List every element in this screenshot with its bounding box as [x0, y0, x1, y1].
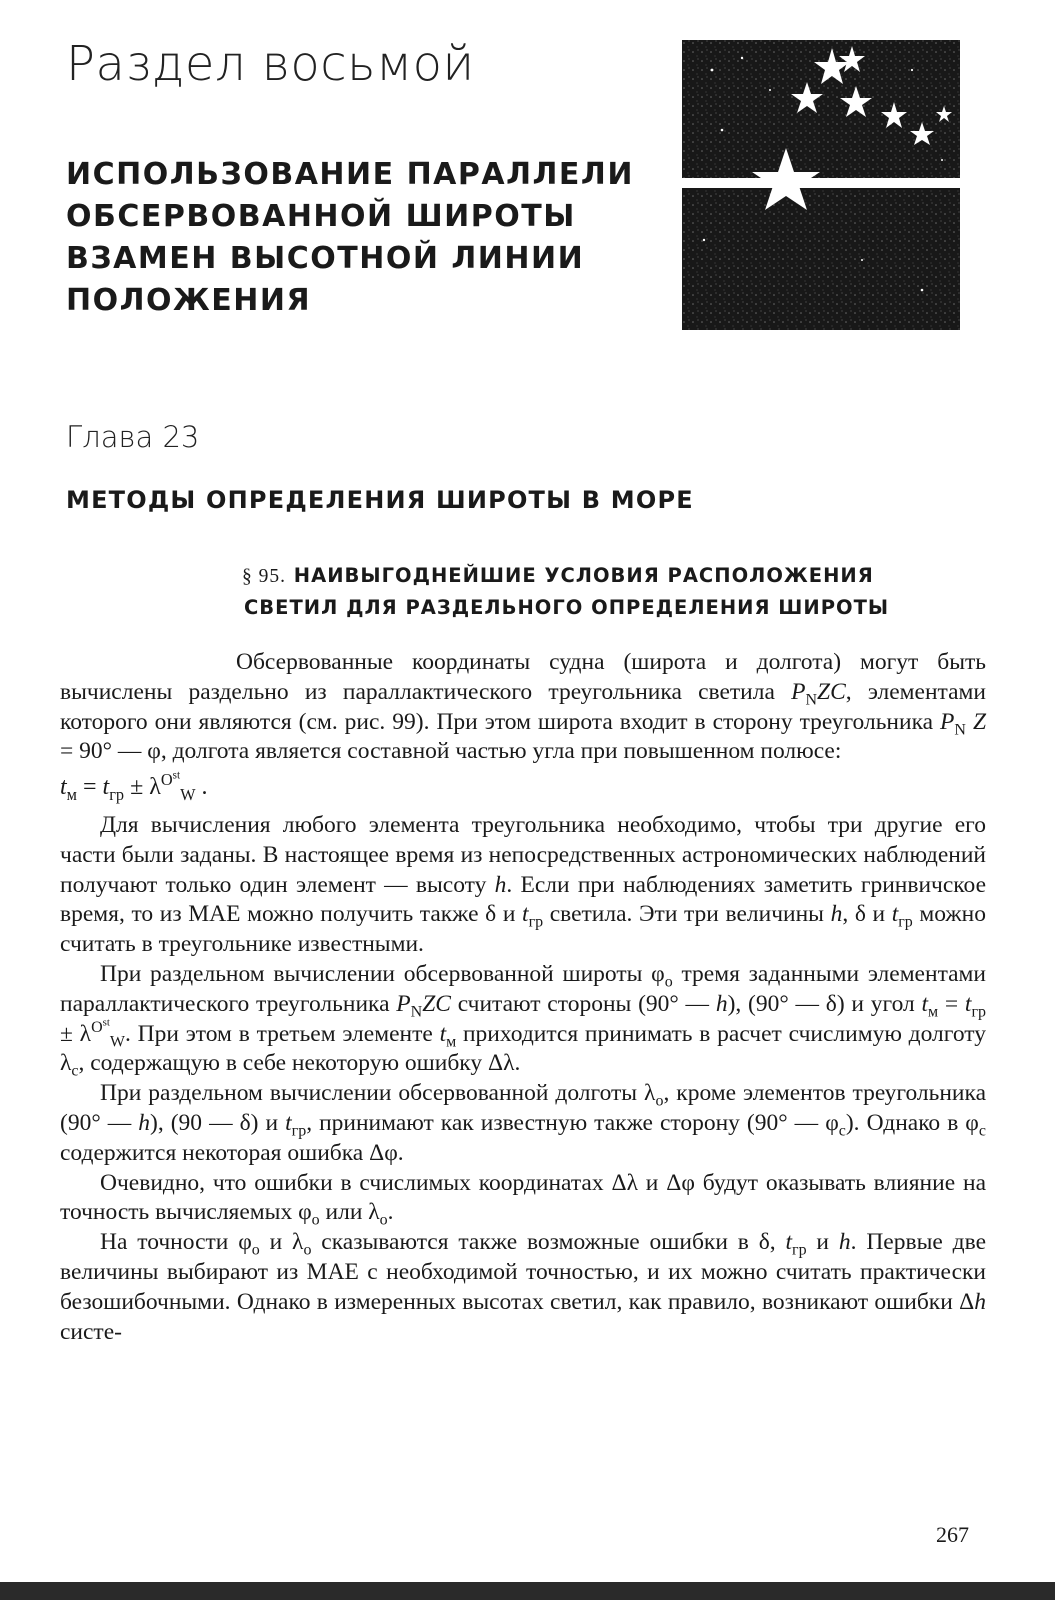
body-paragraph: Обсервованные координаты судна (широта и долгота) могут быть вычислены раздельно из параллактического треугольника светила $P_NZC$, элементами которого они являются (см. рис. 99). При этом широта входит в сторону треугольника $P_N$ Z = 90° — φ, долгота является составной частью угла при повышенном полюсе:	[60, 649, 987, 765]
chapter-title: МЕТОДЫ ОПРЕДЕЛЕНИЯ ШИРОТЫ В МОРЕ	[66, 486, 694, 514]
body-paragraph: На точности $\varphi_о$ и $\lambda_о$ сказываются также возможные ошибки в δ, $t_{гр}$ и h. Первые две величины выбирают из МАЕ с необходимой точностью, и их можно считать практически безошибочными. Однако в измеренных высотах светил, как правило, возникают ошибки Δh систе-	[60, 1229, 986, 1345]
paragraph-number: § 95.	[242, 566, 286, 587]
body-paragraph: При раздельном вычислении обсервованной широты $\varphi_о$ тремя заданными элементами параллактического треугольника $P_NZC$ считают стороны (90° — h), (90° — δ) и угол $t_м = t_{гр} \pm \lambda^{O^{st}}_W$. При этом в третьем элементе $t_м$ приходится принимать в расчет счислимую долготу $\lambda_с$, содержащую в себе некоторую ошибку Δλ.	[60, 960, 987, 1081]
section-title-line: ПОЛОЖЕНИЯ	[66, 283, 312, 318]
paragraph-title-line: НАИВЫГОДНЕЙШИЕ УСЛОВИЯ РАСПОЛОЖЕНИЯ	[293, 564, 874, 587]
body-text	[60, 648, 986, 1347]
body-paragraph: Для вычисления любого элемента треугольника необходимо, чтобы три другие его части были заданы. В настоящее время из непосредственных астрономических наблюдений получают только один элемент — высоту h. Если при наблюдениях заметить гринвичское время, то из МАЕ можно получить также δ и $t_{гр}$ светила. Эти три величины h, δ и $t_{гр}$ можно считать в треугольнике известными.	[60, 811, 986, 958]
section-label: Раздел восьмой	[66, 36, 475, 92]
paragraph-title-line: СВЕТИЛ ДЛЯ РАЗДЕЛЬНОГО ОПРЕДЕЛЕНИЯ ШИРОТЫ	[244, 596, 890, 619]
paragraph-title	[242, 560, 982, 623]
section-title-line: ВЗАМЕН ВЫСОТНОЙ ЛИНИИ	[66, 241, 585, 276]
body-paragraph: Очевидно, что ошибки в счислимых координатах Δλ и Δφ будут оказывать влияние на точность вычисляемых $\varphi_о$ или $\lambda_о$.	[60, 1169, 986, 1230]
page-bottom-edge	[0, 1582, 1055, 1600]
formula: $t_м = t_{гр} \pm \lambda^{O^{st}}_W$ .	[60, 769, 208, 804]
chapter-label: Глава 23	[66, 420, 200, 454]
section-title	[66, 154, 666, 322]
starry-sky-illustration	[682, 40, 960, 330]
section-title-line: ИСПОЛЬЗОВАНИЕ ПАРАЛЛЕЛИ	[66, 157, 634, 192]
section-title-line: ОБСЕРВОВАННОЙ ШИРОТЫ	[66, 199, 576, 234]
page-number: 267	[936, 1522, 969, 1547]
body-paragraph: При раздельном вычислении обсервованной долготы $\lambda_о$, кроме элементов треугольника (90° — h), (90 — δ) и $t_{гр}$, принимают как известную также сторону (90° — $\varphi_с$). Однако в $\varphi_с$ содержится некоторая ошибка Δφ.	[60, 1080, 986, 1166]
